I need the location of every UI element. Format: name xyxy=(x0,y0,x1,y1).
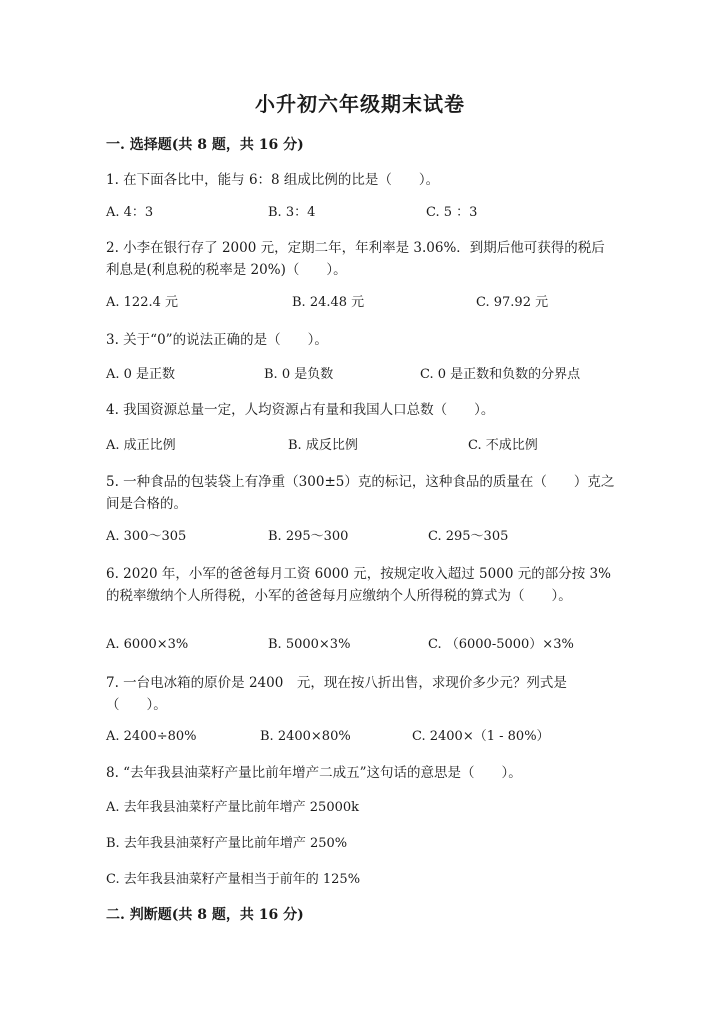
question-6-options xyxy=(106,634,626,656)
question-4-options xyxy=(106,435,626,457)
question-4-option-c: C. 不成比例 xyxy=(468,438,538,453)
question-4-option-b: B. 成反比例 xyxy=(288,438,358,453)
question-5-option-c: C. 295～305 xyxy=(428,529,509,544)
question-5-option-b: B. 295～300 xyxy=(268,529,349,544)
question-3-option-b: B. 0 是负数 xyxy=(264,367,334,382)
question-3-stem: 3. 关于“0”的说法正确的是（ ）。 xyxy=(106,332,328,348)
question-8-stem: 8. “去年我县油菜籽产量比前年增产二成五”这句话的意思是（ ）。 xyxy=(106,765,522,781)
question-6-option-b: B. 5000×3% xyxy=(268,637,351,652)
question-1-option-a: A. 4：3 xyxy=(106,205,154,220)
question-2-option-c: C. 97.92 元 xyxy=(476,295,549,310)
question-7-option-c: C. 2400×（1 - 80%） xyxy=(412,729,550,744)
section-heading-choice: 一. 选择题(共 8 题，共 16 分) xyxy=(106,137,304,153)
question-2-stem: 2. 小李在银行存了 2000 元，定期二年，年利率是 3.06%．到期后他可获得的税后利息是(利息税的税率是 20%)（ ）。 xyxy=(106,240,605,278)
question-1-option-c: C. 5 ：3 xyxy=(426,205,478,220)
question-7-option-a: A. 2400÷80% xyxy=(106,729,197,744)
question-8-option-b: B. 去年我县油菜籽产量比前年增产 250% xyxy=(106,836,348,851)
question-6-option-c: C. （6000-5000）×3% xyxy=(428,637,574,652)
question-6-option-a: A. 6000×3% xyxy=(106,637,189,652)
question-2-option-a: A. 122.4 元 xyxy=(106,295,179,310)
question-3-options xyxy=(106,364,626,386)
question-6-stem: 6. 2020 年，小军的爸爸每月工资 6000 元，按规定收入超过 5000 元的部分按 3%的税率缴纳个人所得税，小军的爸爸每月应缴纳个人所得税的算式为（ ）。 xyxy=(106,566,611,604)
page-title: 小升初六年级期末试卷 xyxy=(255,92,465,116)
question-3-option-c: C. 0 是正数和负数的分界点 xyxy=(420,367,581,382)
question-1-options xyxy=(106,202,626,224)
question-5-options xyxy=(106,526,626,548)
question-3-option-a: A. 0 是正数 xyxy=(106,367,176,382)
question-7-stem: 7. 一台电冰箱的原价是 2400 元，现在按八折出售，求现价多少元？列式是（ ）。 xyxy=(106,675,567,713)
question-4-stem: 4. 我国资源总量一定，人均资源占有量和我国人口总数（ ）。 xyxy=(106,402,495,418)
question-4-option-a: A. 成正比例 xyxy=(106,438,176,453)
question-1-option-b: B. 3：4 xyxy=(268,205,316,220)
question-5-option-a: A. 300～305 xyxy=(106,529,187,544)
question-7-option-b: B. 2400×80% xyxy=(260,729,351,744)
question-2-option-b: B. 24.48 元 xyxy=(292,295,365,310)
question-1-stem: 1. 在下面各比中，能与 6：8 组成比例的比是（ ）。 xyxy=(106,172,440,188)
question-8-option-c: C. 去年我县油菜籽产量相当于前年的 125% xyxy=(106,872,361,887)
question-2-options xyxy=(106,292,626,314)
question-5-stem: 5. 一种食品的包装袋上有净重（300±5）克的标记，这种食品的质量在（ ）克之间是合格的。 xyxy=(106,474,615,512)
question-7-options xyxy=(106,726,626,748)
section-heading-judgement: 二. 判断题(共 8 题，共 16 分) xyxy=(106,907,304,923)
question-8-option-a: A. 去年我县油菜籽产量比前年增产 25000k xyxy=(106,800,360,815)
